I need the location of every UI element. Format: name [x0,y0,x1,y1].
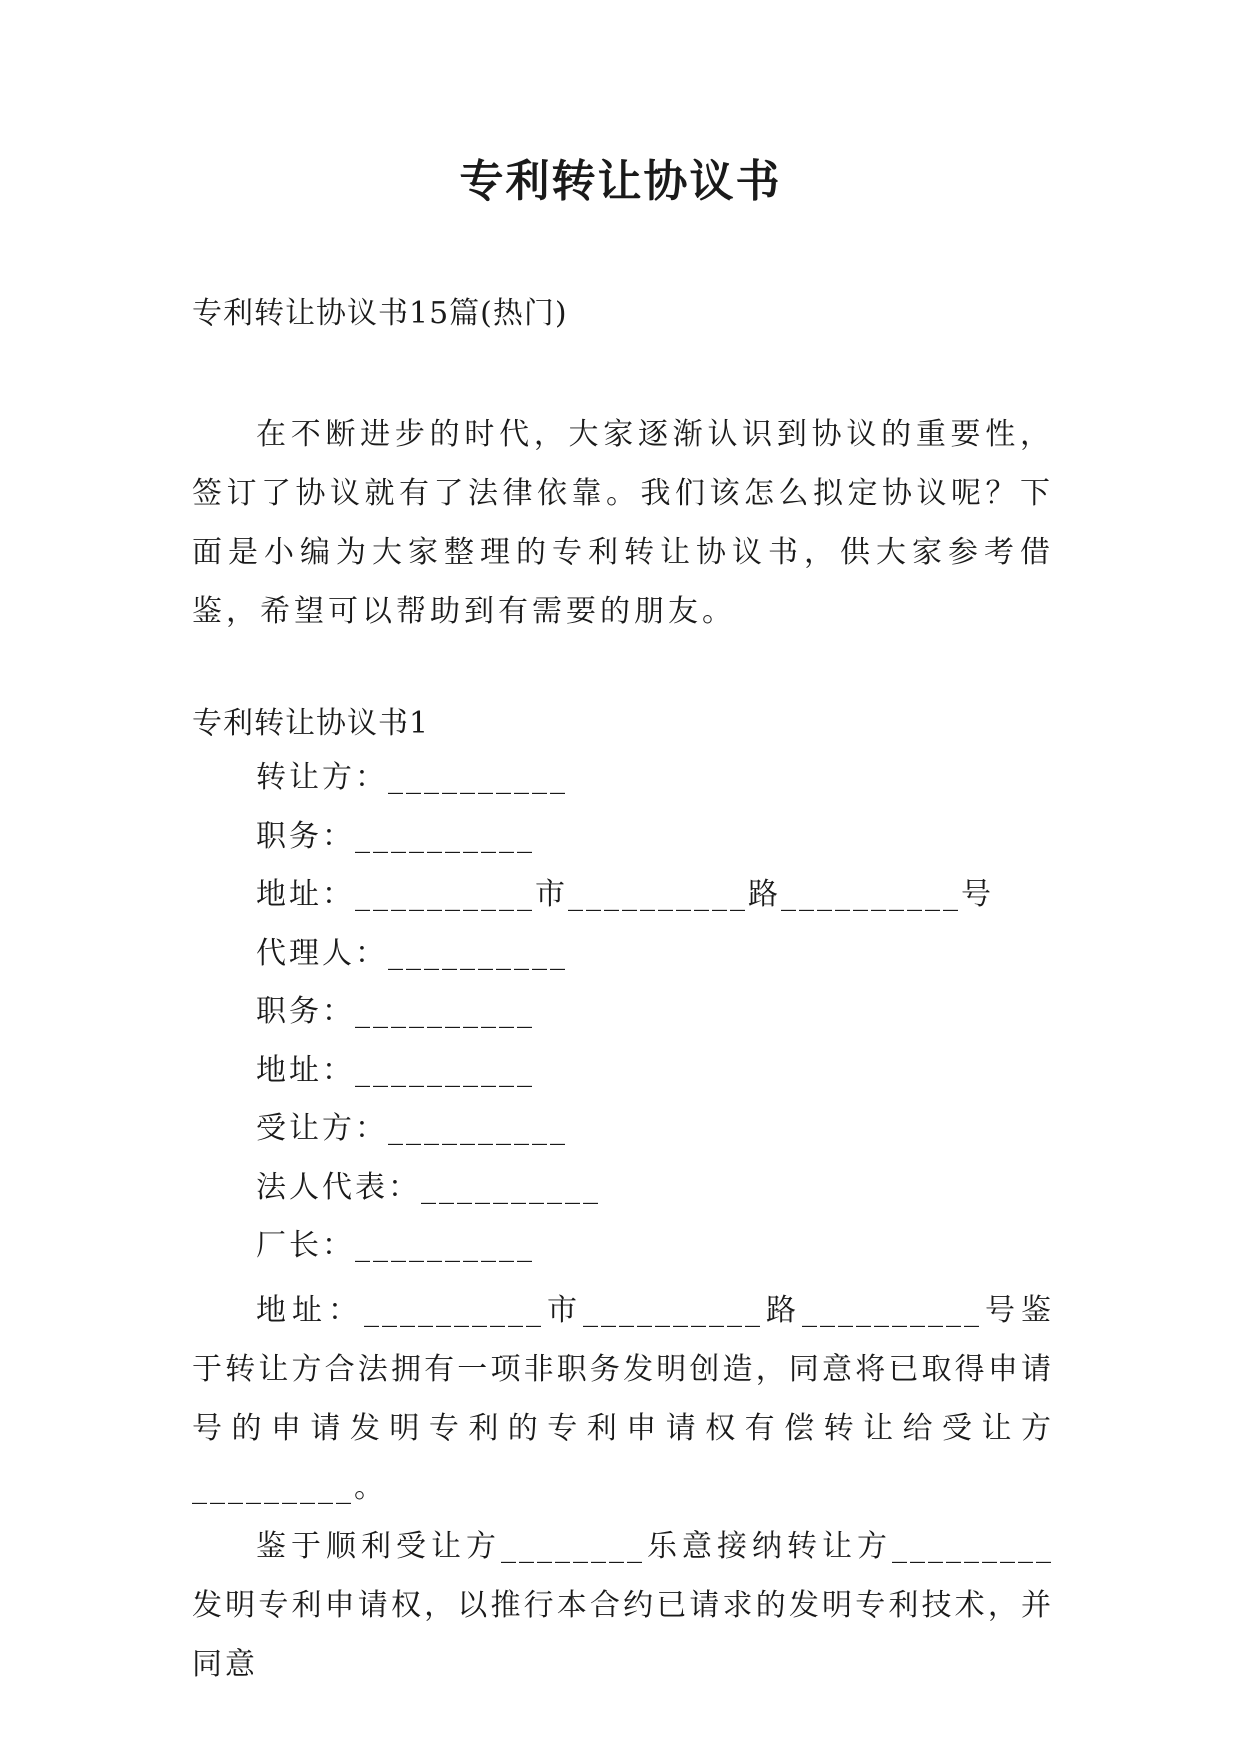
section-heading: 专利转让协议书1 [192,706,430,741]
body-paragraph-2: 鉴于顺利受让方________乐意接纳转让方_________发明专利申请权，以推行本合约已请求的发明专利技术，并同意 [192,1529,1054,1682]
field-transferor: 转让方：__________ [256,760,568,795]
field-transferee: 受让方：__________ [256,1111,568,1146]
document-subtitle: 专利转让协议书15篇(热门) [192,296,568,331]
field-factory-director: 厂长：__________ [256,1228,535,1263]
body-text [192,1281,1054,1694]
intro-paragraph: 在不断进步的时代，大家逐渐认识到协议的重要性，签订了协议就有了法律依靠。我们该怎么拟定协议呢？下面是小编为大家整理的专利转让协议书，供大家参考借鉴，希望可以帮助到有需要的朋友。 [192,417,1054,629]
field-agent-address: 地址：__________ [256,1052,535,1088]
field-transferor-position: 职务：__________ [256,818,535,854]
field-agent: 代理人：__________ [256,935,568,971]
document-title: 专利转让协议书 [459,156,782,207]
field-agent-position: 职务：__________ [256,994,535,1029]
field-legal-representative: 法人代表：__________ [256,1169,601,1205]
party-fields-list [256,756,994,1283]
body-paragraph-1: 地址：__________市__________路__________号鉴于转让方合法拥有一项非职务发明创造，同意将已取得申请号的申请发明专利的专利申请权有偿转让给受让方_________。 [192,1293,1054,1505]
field-transferor-address: 地址：__________市__________路__________号 [256,877,994,912]
